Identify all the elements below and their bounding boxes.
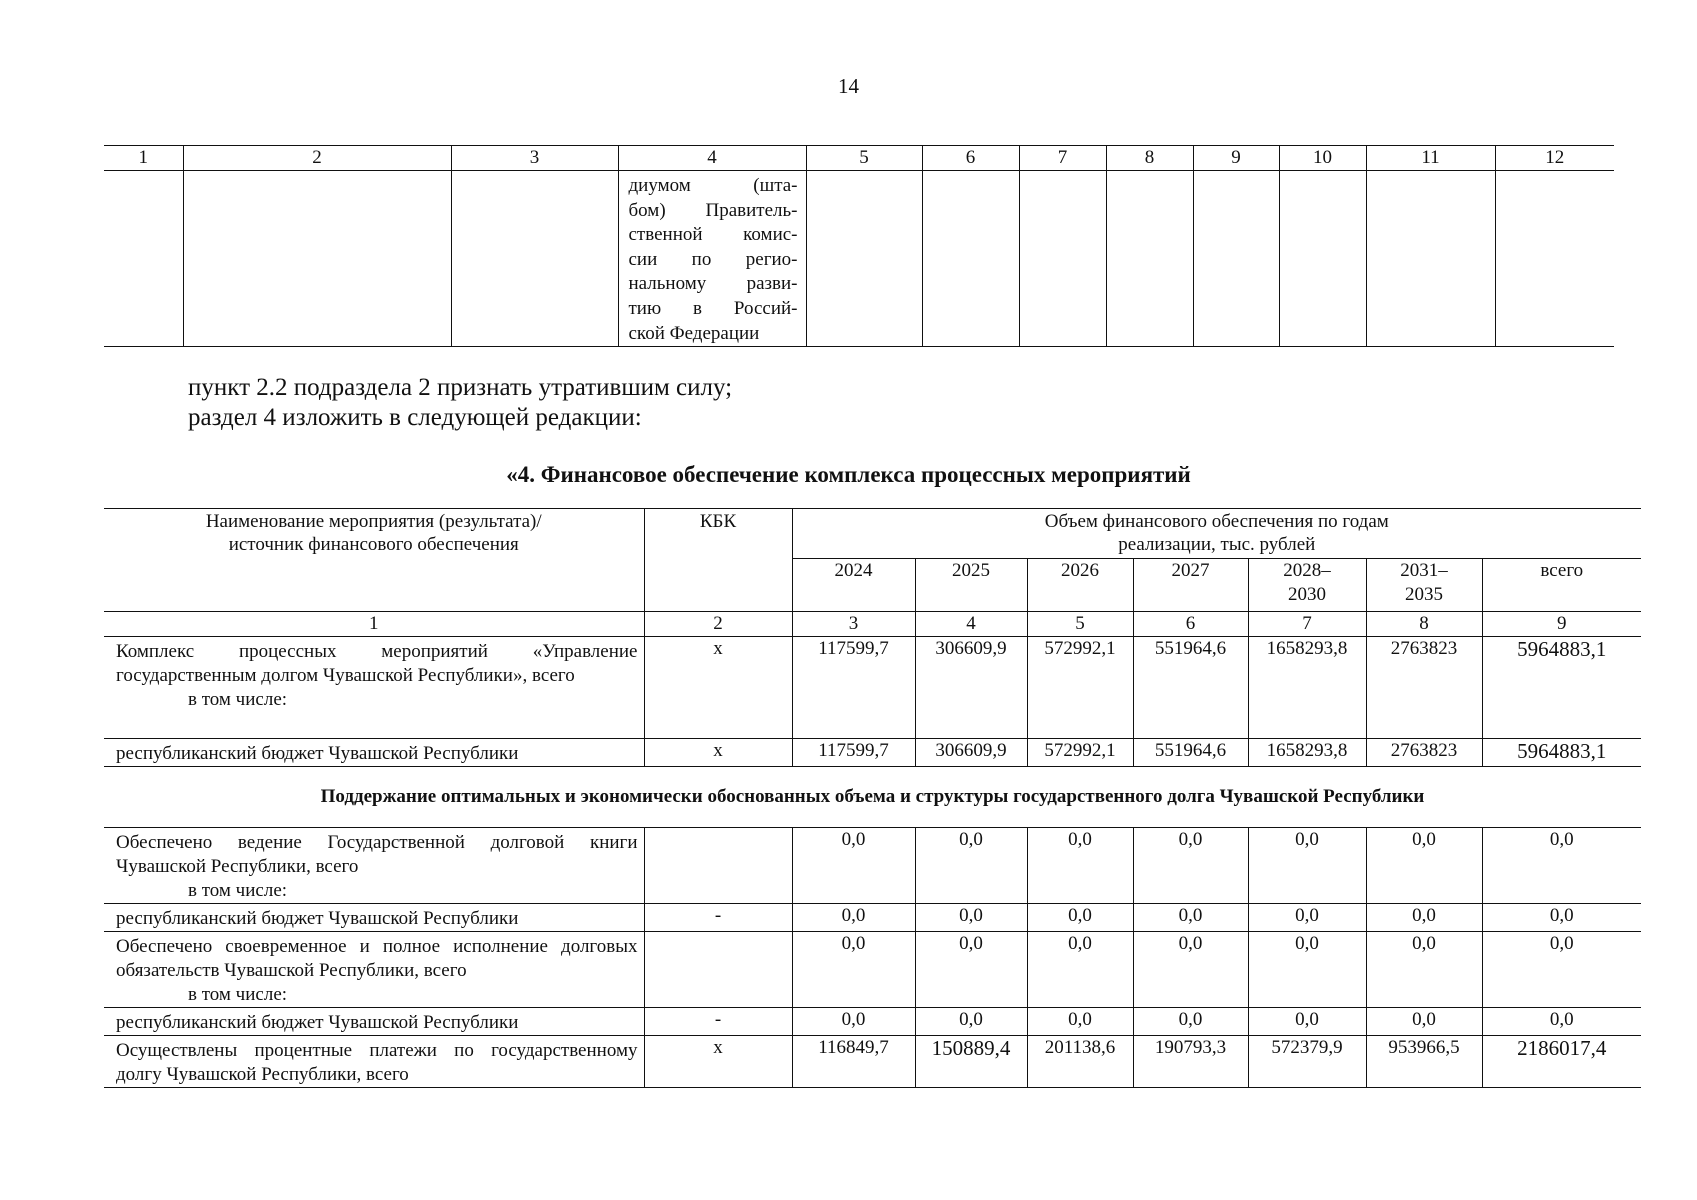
column-number: 9: [1482, 612, 1641, 637]
year-cell: 2028– 2030: [1248, 559, 1366, 612]
header-volume: Объем финансового обеспечения по годам реализации, тыс. рублей: [792, 509, 1641, 559]
table-header-row: [104, 509, 1641, 559]
column-number: 7: [1248, 612, 1366, 637]
value-cell: 953966,5: [1366, 1036, 1482, 1088]
value-cell: 0,0: [1366, 904, 1482, 932]
row-kbk: х: [644, 1036, 792, 1088]
row-kbk: х: [644, 739, 792, 767]
year-cell: 2031– 2035: [1366, 559, 1482, 612]
row-name: республиканский бюджет Чувашской Республики: [104, 739, 644, 767]
value-cell: 551964,6: [1133, 637, 1248, 739]
value-cell: 0,0: [1482, 828, 1641, 904]
value-cell: 0,0: [1248, 932, 1366, 1008]
value-cell: 572992,1: [1027, 637, 1133, 739]
header-kbk: КБК: [644, 509, 792, 612]
column-number: 4: [618, 146, 806, 171]
year-cell: 2025: [915, 559, 1027, 612]
value-cell: 0,0: [915, 904, 1027, 932]
year-cell: 2026: [1027, 559, 1133, 612]
value-cell: 0,0: [1027, 904, 1133, 932]
value-cell: 117599,7: [792, 739, 915, 767]
value-cell: 1658293,8: [1248, 739, 1366, 767]
page-number: 14: [838, 74, 859, 98]
column-number: 4: [915, 612, 1027, 637]
column-number: 3: [792, 612, 915, 637]
row-kbk: [644, 932, 792, 1008]
column-number: 1: [104, 612, 644, 637]
value-cell: 0,0: [915, 932, 1027, 1008]
column-number: 5: [1027, 612, 1133, 637]
table-row: [104, 932, 1641, 1008]
continuation-table-row: [104, 171, 1614, 347]
value-cell: 201138,6: [1027, 1036, 1133, 1088]
column-number: 6: [922, 146, 1019, 171]
value-cell: 5964883,1: [1482, 739, 1641, 767]
subheading: Поддержание оптимальных и экономически обоснованных объема и структуры государственного долга Чувашской Республики: [104, 767, 1641, 828]
value-cell: 0,0: [1366, 932, 1482, 1008]
table-row: [104, 904, 1641, 932]
value-cell: 0,0: [792, 828, 915, 904]
year-cell: 2027: [1133, 559, 1248, 612]
table-row: [104, 1036, 1641, 1088]
value-cell: 572992,1: [1027, 739, 1133, 767]
column-number: 2: [183, 146, 451, 171]
value-cell: 306609,9: [915, 739, 1027, 767]
value-cell: 0,0: [1482, 932, 1641, 1008]
value-cell: 0,0: [1027, 932, 1133, 1008]
year-cell: всего: [1482, 559, 1641, 612]
value-cell: 0,0: [1133, 1008, 1248, 1036]
value-cell: 0,0: [1133, 932, 1248, 1008]
column-number: 6: [1133, 612, 1248, 637]
value-cell: 190793,3: [1133, 1036, 1248, 1088]
value-cell: 0,0: [1366, 1008, 1482, 1036]
value-cell: 0,0: [915, 1008, 1027, 1036]
value-cell: 0,0: [1366, 828, 1482, 904]
value-cell: 0,0: [1482, 1008, 1641, 1036]
value-cell: 2186017,4: [1482, 1036, 1641, 1088]
value-cell: 0,0: [1248, 904, 1366, 932]
value-cell: 2763823: [1366, 739, 1482, 767]
row-name: Обеспечено ведение Государственной долговой книги Чувашской Республики, всего в том числе:: [104, 828, 644, 904]
section-title: «4. Финансовое обеспечение комплекса процессных мероприятий: [506, 462, 1191, 487]
table-row: [104, 828, 1641, 904]
value-cell: 0,0: [1248, 1008, 1366, 1036]
value-cell: 0,0: [792, 1008, 915, 1036]
value-cell: 0,0: [792, 904, 915, 932]
row-kbk: -: [644, 1008, 792, 1036]
row-name: Обеспечено своевременное и полное исполнение долговых обязательств Чувашской Республики, всего в том числе:: [104, 932, 644, 1008]
table-row: [104, 1008, 1641, 1036]
paragraph-item-2-2: пункт 2.2 подраздела 2 признать утратившим силу;: [188, 374, 733, 401]
continued-cell-text: диумом (шта- бом) Правитель- ственной комис- сии по регио- нальному разви- тию в Россий- ской Федерации: [618, 171, 806, 347]
table-row: [104, 739, 1641, 767]
paragraph-section-4: раздел 4 изложить в следующей редакции:: [188, 404, 642, 431]
row-name: республиканский бюджет Чувашской Республики: [104, 904, 644, 932]
column-number: 9: [1193, 146, 1279, 171]
value-cell: 551964,6: [1133, 739, 1248, 767]
row-name: Осуществлены процентные платежи по государственному долгу Чувашской Республики, всего: [104, 1036, 644, 1088]
row-name: Комплекс процессных мероприятий «Управление государственным долгом Чувашской Республики», всего в том числе:: [104, 637, 644, 739]
value-cell: 0,0: [1027, 828, 1133, 904]
continuation-table-header: [104, 146, 1614, 171]
value-cell: 116849,7: [792, 1036, 915, 1088]
column-number: 11: [1366, 146, 1495, 171]
column-number: 12: [1495, 146, 1614, 171]
value-cell: 572379,9: [1248, 1036, 1366, 1088]
value-cell: 1658293,8: [1248, 637, 1366, 739]
value-cell: 0,0: [1482, 904, 1641, 932]
value-cell: 0,0: [1027, 1008, 1133, 1036]
column-number: 7: [1019, 146, 1106, 171]
row-kbk: -: [644, 904, 792, 932]
value-cell: 0,0: [792, 932, 915, 1008]
value-cell: 117599,7: [792, 637, 915, 739]
row-name: республиканский бюджет Чувашской Республики: [104, 1008, 644, 1036]
header-name: Наименование мероприятия (результата)/ источник финансового обеспечения: [104, 509, 644, 612]
value-cell: 0,0: [1248, 828, 1366, 904]
year-cell: 2024: [792, 559, 915, 612]
column-number: 10: [1279, 146, 1366, 171]
value-cell: 306609,9: [915, 637, 1027, 739]
column-number: 8: [1106, 146, 1193, 171]
continuation-table: [104, 145, 1614, 347]
value-cell: 0,0: [915, 828, 1027, 904]
value-cell: 0,0: [1133, 828, 1248, 904]
column-number: 1: [104, 146, 183, 171]
financial-table: [104, 508, 1641, 1088]
value-cell: 0,0: [1133, 904, 1248, 932]
value-cell: 2763823: [1366, 637, 1482, 739]
subheading-row: [104, 767, 1641, 828]
column-number: 2: [644, 612, 792, 637]
column-number: 5: [806, 146, 922, 171]
table-row: [104, 637, 1641, 739]
value-cell: 5964883,1: [1482, 637, 1641, 739]
column-number-row: [104, 612, 1641, 637]
column-number: 3: [451, 146, 618, 171]
row-kbk: [644, 828, 792, 904]
row-kbk: х: [644, 637, 792, 739]
value-cell: 150889,4: [915, 1036, 1027, 1088]
column-number: 8: [1366, 612, 1482, 637]
